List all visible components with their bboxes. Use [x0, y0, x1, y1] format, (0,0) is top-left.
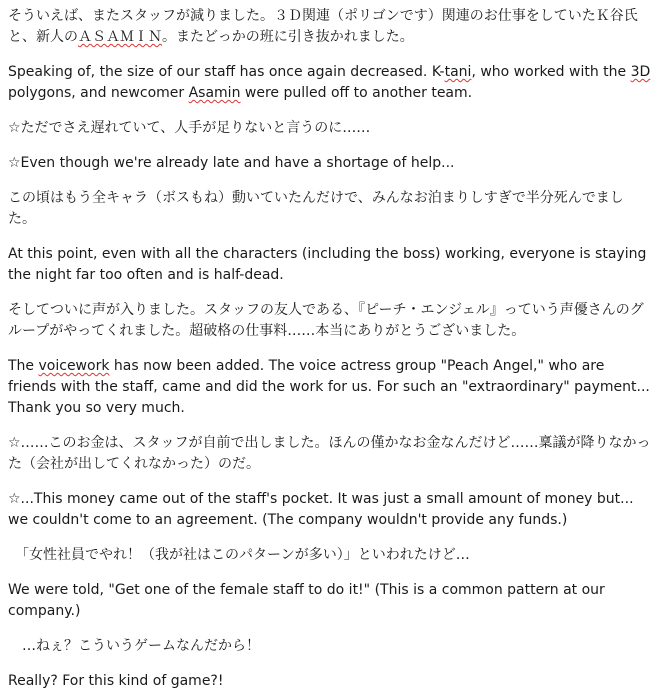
paragraph [8, 356, 655, 419]
paragraph [8, 6, 651, 48]
text-run: polygons, and newcomer [8, 64, 655, 101]
text-run: Really? For this kind of game?! [8, 673, 224, 689]
text-run: ☆...This money came out of the staff's pocket. It was just a small amount of money but... we couldn't come to an agreement. (The company wouldn't provide any funds.) [8, 491, 638, 528]
misspelled-word[interactable]: 3D [630, 64, 651, 80]
text-run: ☆……このお金は、スタッフが自前で出しました。ほんの僅かなお金なんだけど……稟議が降りなかった（会社が出してくれなかった）のだ。 [8, 435, 651, 472]
text-run: 「女性社員でやれ！（我が社はこのパターンが多い）」といわれたけど… [8, 547, 470, 563]
text-run: We were told, "Get one of the female staff to do it!" (This is a common pattern at our company.) [8, 582, 610, 619]
paragraph [8, 118, 651, 139]
text-run: has now been added. The voice actress group "Peach Angel," who are friends with the staff, came and did the work for us. For such an "extraordinary" payment... Thank you so very much. [8, 358, 655, 416]
paragraph [8, 580, 651, 622]
text-run: Speaking of, the size of our staff has once again decreased. K- [8, 64, 445, 80]
paragraph [8, 188, 651, 230]
text-run: 。またどっかの班に引き抜かれました。 [162, 29, 414, 45]
misspelled-word[interactable]: voicework [38, 358, 110, 374]
paragraph [8, 433, 651, 475]
text-run: そしてついに声が入りました。スタッフの友人である、『ピーチ・エンジェル』っていう声優さんのグループがやってくれました。超破格の仕事料……本当にありがとうございました。 [8, 302, 644, 339]
text-run: ☆Even though we're already late and have a shortage of help... [8, 155, 455, 171]
paragraph [8, 300, 651, 342]
misspelled-word[interactable]: Asamin [188, 85, 241, 101]
misspelled-word[interactable]: ＡＳＡＭＩＮ [78, 29, 162, 45]
paragraph [8, 489, 651, 531]
text-run: At this point, even with all the characters (including the boss) working, everyone is staying the night far too often and is half-dead. [8, 246, 651, 283]
text-run: were pulled off to another team. [240, 85, 473, 101]
text-run: , who worked with the [471, 64, 631, 80]
text-run: この頃はもう全キャラ（ボスもね）動いていたんだけで、みんなお泊まりしすぎで半分死んでました。 [8, 190, 624, 227]
paragraph [8, 153, 651, 174]
misspelled-word[interactable]: tani [444, 64, 472, 80]
text-run: …ねぇ？こういうゲームなんだから！ [8, 638, 260, 654]
paragraph [8, 671, 651, 692]
text-run: そういえば、またスタッフが減りました。３Ｄ関連（ポリゴンです）関連のお仕事をしていたＫ谷氏と、新人の [8, 8, 638, 45]
paragraph [8, 244, 651, 286]
paragraph [8, 62, 655, 104]
text-run: ☆ただでさえ遅れていて、人手が足りないと言うのに…… [8, 120, 371, 136]
text-run: The [8, 358, 39, 374]
paragraph [8, 545, 651, 566]
